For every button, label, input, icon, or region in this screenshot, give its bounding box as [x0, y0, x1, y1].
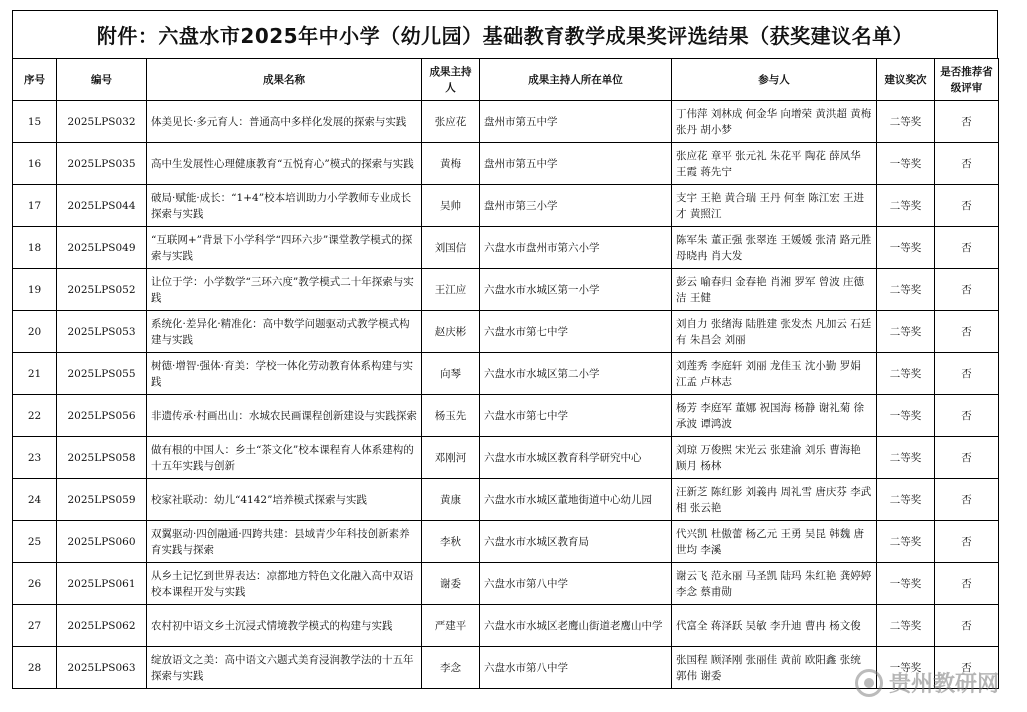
cell-recommend: 否 — [935, 563, 999, 605]
cell-recommend: 否 — [935, 437, 999, 479]
cell-unit: 六盘水市水城区董地街道中心幼儿园 — [480, 479, 672, 521]
cell-award: 一等奖 — [877, 647, 935, 689]
cell-recommend: 否 — [935, 395, 999, 437]
cell-seq: 28 — [13, 647, 57, 689]
cell-seq: 24 — [13, 479, 57, 521]
cell-host: 李秋 — [422, 521, 480, 563]
cell-host: 杨玉先 — [422, 395, 480, 437]
cell-code: 2025LPS032 — [57, 101, 147, 143]
watermark-text: 贵州教研网 — [888, 672, 999, 697]
cell-unit: 盘州市第五中学 — [480, 143, 672, 185]
cell-unit: 盘州市第三小学 — [480, 185, 672, 227]
cell-code: 2025LPS062 — [57, 605, 147, 647]
table-row — [13, 353, 999, 395]
cell-recommend: 否 — [935, 269, 999, 311]
cell-seq: 22 — [13, 395, 57, 437]
cell-code: 2025LPS056 — [57, 395, 147, 437]
cell-code: 2025LPS061 — [57, 563, 147, 605]
cell-unit: 六盘水市水城区教育局 — [480, 521, 672, 563]
cell-code: 2025LPS060 — [57, 521, 147, 563]
cell-members: 张应花 章平 张元礼 朱花平 陶花 薛凤华 王霞 蒋先宁 — [672, 143, 877, 185]
cell-unit: 六盘水市水城区第二小学 — [480, 353, 672, 395]
cell-members: 刘自力 张绪海 陆胜建 张发杰 凡加云 石廷有 朱昌会 刘丽 — [672, 311, 877, 353]
header-recommend: 是否推荐省级评审 — [935, 59, 999, 101]
cell-recommend: 否 — [935, 101, 999, 143]
cell-name: 校家社联动：幼儿“4142”培养模式探索与实践 — [147, 479, 422, 521]
cell-unit: 六盘水市盘州市第六小学 — [480, 227, 672, 269]
cell-recommend: 否 — [935, 647, 999, 689]
header-seq: 序号 — [13, 59, 57, 101]
table-row — [13, 143, 999, 185]
cell-award: 二等奖 — [877, 605, 935, 647]
cell-unit: 六盘水市水城区教育科学研究中心 — [480, 437, 672, 479]
cell-code: 2025LPS063 — [57, 647, 147, 689]
table-row — [13, 437, 999, 479]
cell-recommend: 否 — [935, 143, 999, 185]
cell-members: 彭云 喻春归 金春艳 肖湘 罗军 曾波 庄德洁 王健 — [672, 269, 877, 311]
header-host: 成果主持人 — [422, 59, 480, 101]
cell-members: 丁伟萍 刘林成 何金华 向增荣 黄洪超 黄梅 张丹 胡小梦 — [672, 101, 877, 143]
cell-seq: 16 — [13, 143, 57, 185]
cell-name: 农村初中语文乡土沉浸式情境教学模式的构建与实践 — [147, 605, 422, 647]
cell-award: 二等奖 — [877, 479, 935, 521]
header-award: 建议奖次 — [877, 59, 935, 101]
cell-members: 汪新芝 陈红影 刘義冉 周礼雪 唐庆芬 李武相 张云艳 — [672, 479, 877, 521]
cell-award: 二等奖 — [877, 311, 935, 353]
cell-code: 2025LPS049 — [57, 227, 147, 269]
cell-recommend: 否 — [935, 185, 999, 227]
cell-award: 一等奖 — [877, 563, 935, 605]
table-row — [13, 269, 999, 311]
cell-code: 2025LPS052 — [57, 269, 147, 311]
cell-name: 双翼驱动·四创融通·四跨共建：县域青少年科技创新素养育实践与探索 — [147, 521, 422, 563]
header-unit: 成果主持人所在单位 — [480, 59, 672, 101]
cell-award: 二等奖 — [877, 353, 935, 395]
table-row — [13, 479, 999, 521]
cell-name: 做有根的中国人：乡土“茶文化”校本课程育人体系建构的十五年实践与创新 — [147, 437, 422, 479]
watermark — [855, 667, 999, 698]
cell-recommend: 否 — [935, 605, 999, 647]
document-title: 附件：六盘水市2025年中小学（幼儿园）基础教育教学成果奖评选结果（获奖建议名单） — [12, 10, 998, 58]
cell-members: 代兴凯 杜傲蕾 杨乙元 王勇 吴昆 韩魏 唐世均 李溪 — [672, 521, 877, 563]
cell-recommend: 否 — [935, 227, 999, 269]
cell-members: 支宇 王艳 黄合瑞 王丹 何奎 陈江宏 王进才 黄照江 — [672, 185, 877, 227]
cell-name: 体美见长·多元育人：普通高中多样化发展的探索与实践 — [147, 101, 422, 143]
cell-host: 邓刚河 — [422, 437, 480, 479]
cell-award: 二等奖 — [877, 521, 935, 563]
cell-host: 谢委 — [422, 563, 480, 605]
cell-members: 谢云飞 范永丽 马圣凯 陆玛 朱红艳 龚婷婷 李念 蔡甫勋 — [672, 563, 877, 605]
cell-seq: 23 — [13, 437, 57, 479]
cell-members: 张国程 顾泽刚 张丽佳 黄前 欧阳鑫 张统 郭伟 谢委 — [672, 647, 877, 689]
cell-award: 二等奖 — [877, 269, 935, 311]
cell-name: 从乡土记忆到世界表达：凉都地方特色文化融入高中双语校本课程开发与实践 — [147, 563, 422, 605]
cell-code: 2025LPS035 — [57, 143, 147, 185]
cell-seq: 27 — [13, 605, 57, 647]
header-code: 编号 — [57, 59, 147, 101]
cell-seq: 17 — [13, 185, 57, 227]
cell-award: 一等奖 — [877, 227, 935, 269]
cell-host: 李念 — [422, 647, 480, 689]
cell-code: 2025LPS059 — [57, 479, 147, 521]
cell-seq: 26 — [13, 563, 57, 605]
table-row — [13, 563, 999, 605]
cell-award: 一等奖 — [877, 395, 935, 437]
watermark-logo-icon — [855, 669, 883, 697]
table-row — [13, 647, 999, 689]
table-row — [13, 227, 999, 269]
table-row — [13, 395, 999, 437]
cell-host: 向琴 — [422, 353, 480, 395]
table-row — [13, 101, 999, 143]
cell-host: 张应花 — [422, 101, 480, 143]
table-row — [13, 605, 999, 647]
cell-seq: 25 — [13, 521, 57, 563]
cell-host: 严建平 — [422, 605, 480, 647]
cell-award: 二等奖 — [877, 437, 935, 479]
cell-host: 赵庆彬 — [422, 311, 480, 353]
cell-members: 陈军朱 董正强 张翠连 王媛媛 张清 路元胜 母晓冉 肖大发 — [672, 227, 877, 269]
cell-unit: 六盘水市第七中学 — [480, 395, 672, 437]
cell-name: 高中生发展性心理健康教育“五悦育心”模式的探索与实践 — [147, 143, 422, 185]
cell-seq: 21 — [13, 353, 57, 395]
cell-unit: 盘州市第五中学 — [480, 101, 672, 143]
cell-name: 树德·增智·强体·育美：学校一体化劳动教育体系构建与实践 — [147, 353, 422, 395]
cell-award: 二等奖 — [877, 185, 935, 227]
document-sheet — [12, 10, 998, 689]
cell-host: 黄康 — [422, 479, 480, 521]
cell-host: 吴帅 — [422, 185, 480, 227]
cell-host: 刘国信 — [422, 227, 480, 269]
table-row — [13, 185, 999, 227]
cell-name: 破局·赋能·成长：“1+4”校本培训助力小学教师专业成长探索与实践 — [147, 185, 422, 227]
cell-seq: 18 — [13, 227, 57, 269]
cell-name: 让位于学：小学数学“三环六度”教学模式二十年探索与实践 — [147, 269, 422, 311]
cell-seq: 20 — [13, 311, 57, 353]
cell-recommend: 否 — [935, 311, 999, 353]
cell-unit: 六盘水市水城区老鹰山街道老鹰山中学 — [480, 605, 672, 647]
cell-seq: 15 — [13, 101, 57, 143]
cell-members: 杨芳 李庭军 董娜 祝国海 杨静 谢礼菊 徐承波 谭鸿波 — [672, 395, 877, 437]
cell-members: 刘莲秀 李庭轩 刘丽 龙佳玉 沈小勤 罗娟 江孟 卢林志 — [672, 353, 877, 395]
cell-code: 2025LPS055 — [57, 353, 147, 395]
cell-unit: 六盘水市第七中学 — [480, 311, 672, 353]
table-row — [13, 311, 999, 353]
header-name: 成果名称 — [147, 59, 422, 101]
cell-host: 黄梅 — [422, 143, 480, 185]
cell-seq: 19 — [13, 269, 57, 311]
cell-code: 2025LPS058 — [57, 437, 147, 479]
table-header-row — [13, 59, 999, 101]
cell-members: 刘琼 万俊熙 宋光云 张建渝 刘乐 曹海艳 顾月 杨林 — [672, 437, 877, 479]
cell-name: 绽放语文之美：高中语文六题式美育浸润教学法的十五年探索与实践 — [147, 647, 422, 689]
cell-code: 2025LPS053 — [57, 311, 147, 353]
cell-unit: 六盘水市第八中学 — [480, 563, 672, 605]
cell-recommend: 否 — [935, 479, 999, 521]
cell-unit: 六盘水市第八中学 — [480, 647, 672, 689]
cell-recommend: 否 — [935, 521, 999, 563]
cell-award: 二等奖 — [877, 101, 935, 143]
cell-host: 王江应 — [422, 269, 480, 311]
cell-award: 一等奖 — [877, 143, 935, 185]
header-members: 参与人 — [672, 59, 877, 101]
table-row — [13, 521, 999, 563]
cell-recommend: 否 — [935, 353, 999, 395]
results-table — [12, 58, 999, 689]
cell-unit: 六盘水市水城区第一小学 — [480, 269, 672, 311]
cell-name: “互联网+”背景下小学科学“四环六步”课堂教学模式的探索与实践 — [147, 227, 422, 269]
cell-code: 2025LPS044 — [57, 185, 147, 227]
cell-name: 系统化·差异化·精准化：高中数学问题驱动式教学模式构建与实践 — [147, 311, 422, 353]
cell-members: 代富全 蒋泽跃 吴敏 李升迪 曹冉 杨文俊 — [672, 605, 877, 647]
cell-name: 非遗传承·村画出山：水城农民画课程创新建设与实践探索 — [147, 395, 422, 437]
